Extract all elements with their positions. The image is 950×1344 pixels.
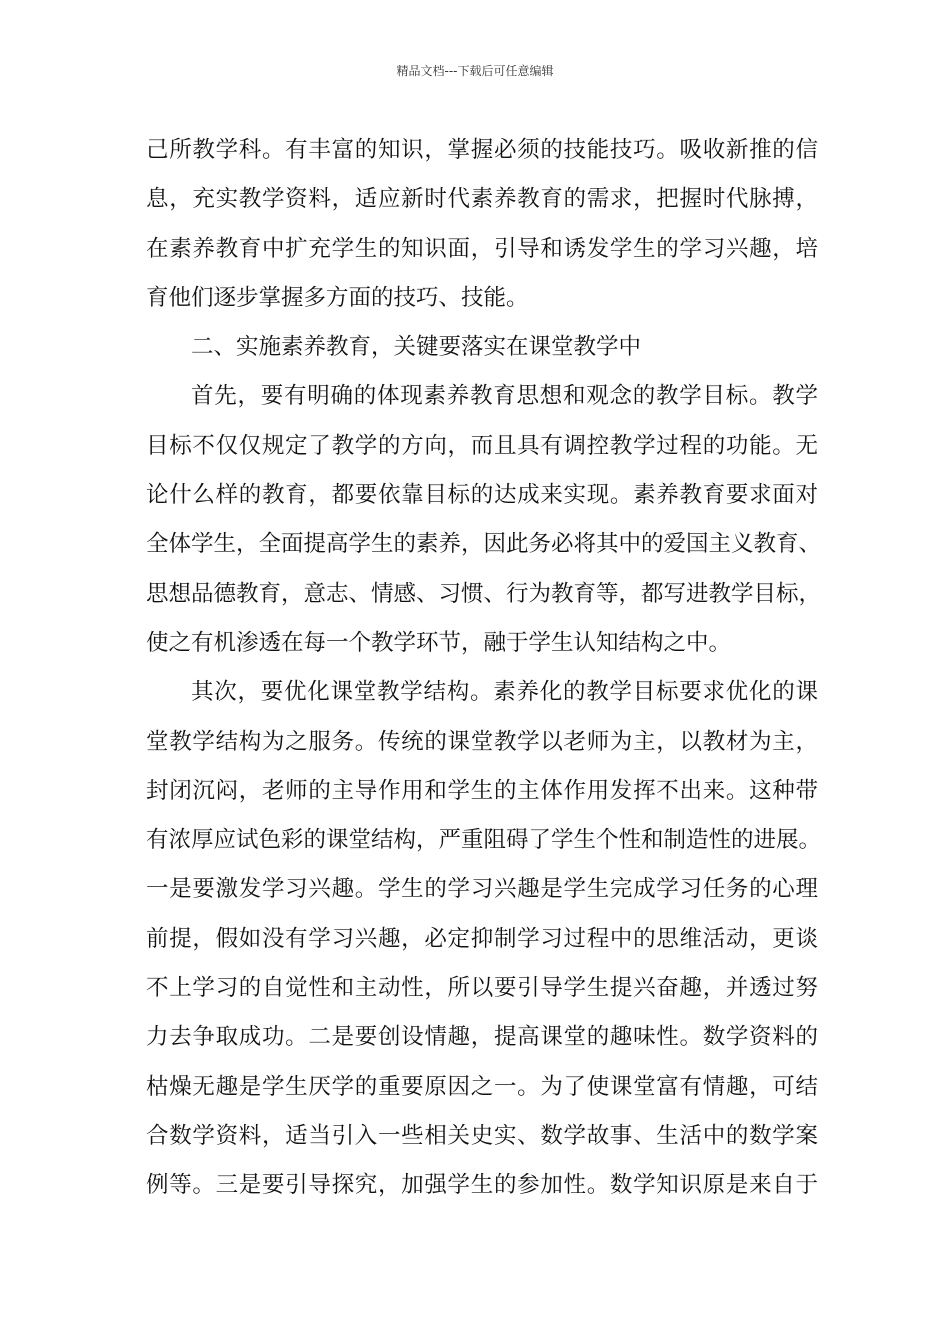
text-line: 育他们逐步掌握多方面的技巧、技能。	[146, 284, 529, 311]
text-line: 枯燥无趣是学生厌学的重要原因之一。为了使课堂富有情趣，可结	[146, 1073, 818, 1100]
text-line: 使之有机渗透在每一个教学环节，融于学生认知结构之中。	[146, 629, 732, 656]
text-line: 不上学习的自觉性和主动性，所以要引导学生提兴奋趣，并透过努	[146, 975, 818, 1002]
text-line: 其次，要优化课堂教学结构。素养化的教学目标要求优化的课	[191, 679, 818, 706]
text-line: 前提，假如没有学习兴趣，必定抑制学习过程中的思维活动，更谈	[146, 925, 818, 952]
text-line: 论什么样的教育，都要依靠目标的达成来实现。素养教育要求面对	[146, 482, 818, 509]
text-line: 合数学资料，适当引入一些相关史实、数学故事、生活中的数学案	[146, 1122, 818, 1149]
text-line: 己所教学科。有丰富的知识，掌握必须的技能技巧。吸收新推的信	[146, 137, 818, 163]
text-line: 例等。三是要引导探究，加强学生的参加性。数学知识原是来自于	[146, 1172, 818, 1199]
text-line: 在素养教育中扩充学生的知识面，引导和诱发学生的学习兴趣，培	[146, 235, 818, 262]
text-line: 力去争取成功。二是要创设情趣，提高课堂的趣味性。数学资料的	[146, 1024, 818, 1051]
text-line: 堂教学结构为之服务。传统的课堂教学以老师为主，以教材为主，	[146, 728, 818, 755]
page-header: 精品文档---下载后可任意编辑	[396, 64, 554, 78]
text-line: 全体学生，全面提高学生的素养，因此务必将其中的爱国主义教育、	[146, 531, 822, 558]
document-body	[146, 126, 822, 1211]
text-line: 一是要激发学习兴趣。学生的学习兴趣是学生完成学习任务的心理	[146, 876, 818, 903]
text-line: 二、实施素养教育，关键要落实在课堂教学中	[191, 334, 642, 361]
text-line: 首先，要有明确的体现素养教育思想和观念的教学目标。教学	[191, 383, 818, 410]
text-line: 息，充实教学资料，适应新时代素养教育的需求，把握时代脉搏，	[146, 186, 818, 213]
text-line: 思想品德教育，意志、情感、习惯、行为教育等，都写进教学目标，	[146, 580, 822, 607]
text-line: 有浓厚应试色彩的课堂结构，严重阻碍了学生个性和制造性的进展。	[146, 827, 822, 854]
text-line: 目标不仅仅规定了教学的方向，而且具有调控教学过程的功能。无	[146, 432, 818, 459]
text-line: 封闭沉闷，老师的主导作用和学生的主体作用发挥不出来。这种带	[146, 777, 818, 804]
